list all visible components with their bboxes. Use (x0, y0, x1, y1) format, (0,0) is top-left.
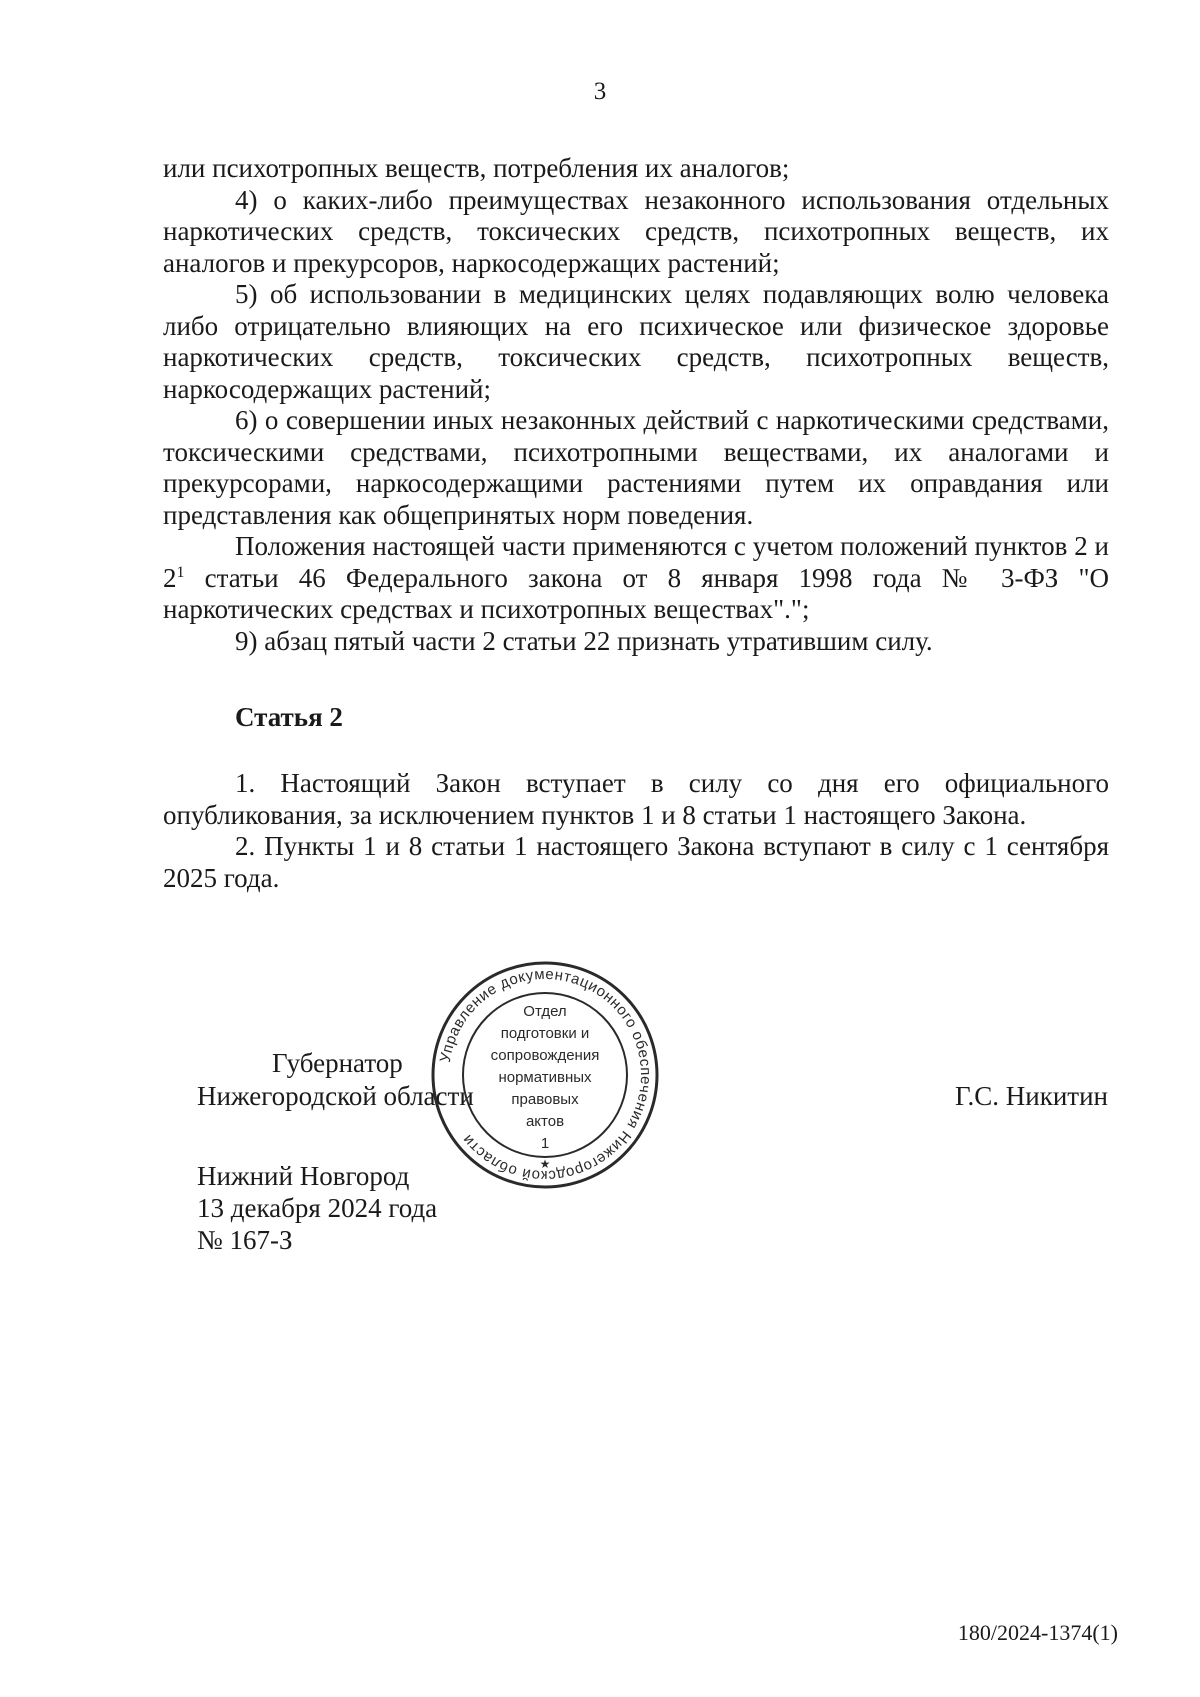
page-number: 3 (593, 78, 607, 105)
paragraph (163, 531, 1109, 626)
seal-inner-line: сопровождения (490, 1047, 600, 1064)
seal-inner-line: правовых (511, 1091, 579, 1108)
seal-inner-line: 1 (540, 1135, 550, 1152)
list-item: 6) о совершении иных незаконных действий с наркотическими средствами, токсическими средствами, психотропными веществами, их аналогами и прекурсорами, наркосодержащими растениями путем их оправдания или представления как общепринятых норм поведения. (163, 405, 1109, 530)
date: 13 декабря 2024 года (197, 1193, 438, 1223)
signatory-region: Нижегородской области (197, 1081, 474, 1111)
list-item: 9) абзац пятый части 2 статьи 22 признать утратившим силу. (235, 625, 933, 656)
article-body (163, 768, 1109, 894)
paragraph-text: статьи 46 Федерального закона от 8 января 1998 года № 3-ФЗ "О наркотических средствах и психотропных веществах"."; (163, 562, 1109, 624)
article-heading: Статья 2 (235, 702, 343, 732)
place-date-block (197, 1160, 437, 1256)
seal-inner-line: подготовки и (500, 1025, 590, 1042)
seal-inner-line: актов (525, 1113, 565, 1130)
seal-ring-text: Управление документационного обеспечения Нижегородской области (436, 965, 655, 1185)
paragraph-text: Положения настоящей части применяются с учетом положений пунктов 2 и 2 (163, 531, 1109, 593)
city: Нижний Новгород (197, 1161, 410, 1191)
superscript: 1 (176, 563, 185, 581)
body-text (163, 153, 1109, 657)
seal-inner-line: Отдел (523, 1003, 567, 1020)
signatory-title: Губернатор (272, 1048, 403, 1078)
list-item: 5) об использовании в медицинских целях подавляющих волю человека либо отрицательно влияющих на его психическое или физическое здоровье наркотических средств, токсических средств, психотропных веществ, наркосодержащих растений; (163, 279, 1109, 404)
seal-inner-line: нормативных (498, 1069, 592, 1086)
official-seal-stamp (430, 960, 660, 1190)
seal-star-icon: ★ (539, 1157, 551, 1171)
paragraph: или психотропных веществ, потребления их аналогов; (163, 153, 790, 183)
article-item: 1. Настоящий Закон вступает в силу со дня его официального опубликования, за исключением пунктов 1 и 8 статьи 1 настоящего Закона. (163, 768, 1109, 830)
document-code: 180/2024-1374(1) (957, 1620, 1118, 1645)
signatory-name: Г.С. Никитин (954, 1081, 1108, 1111)
list-item: 4) о каких-либо преимуществах незаконного использования отдельных наркотических средств, токсических средств, психотропных веществ, их аналогов и прекурсоров, наркосодержащих растений; (163, 184, 1109, 278)
article-item: 2. Пункты 1 и 8 статьи 1 настоящего Закона вступают в силу с 1 сентября 2025 года. (163, 831, 1109, 893)
law-number: № 167-З (197, 1225, 293, 1255)
